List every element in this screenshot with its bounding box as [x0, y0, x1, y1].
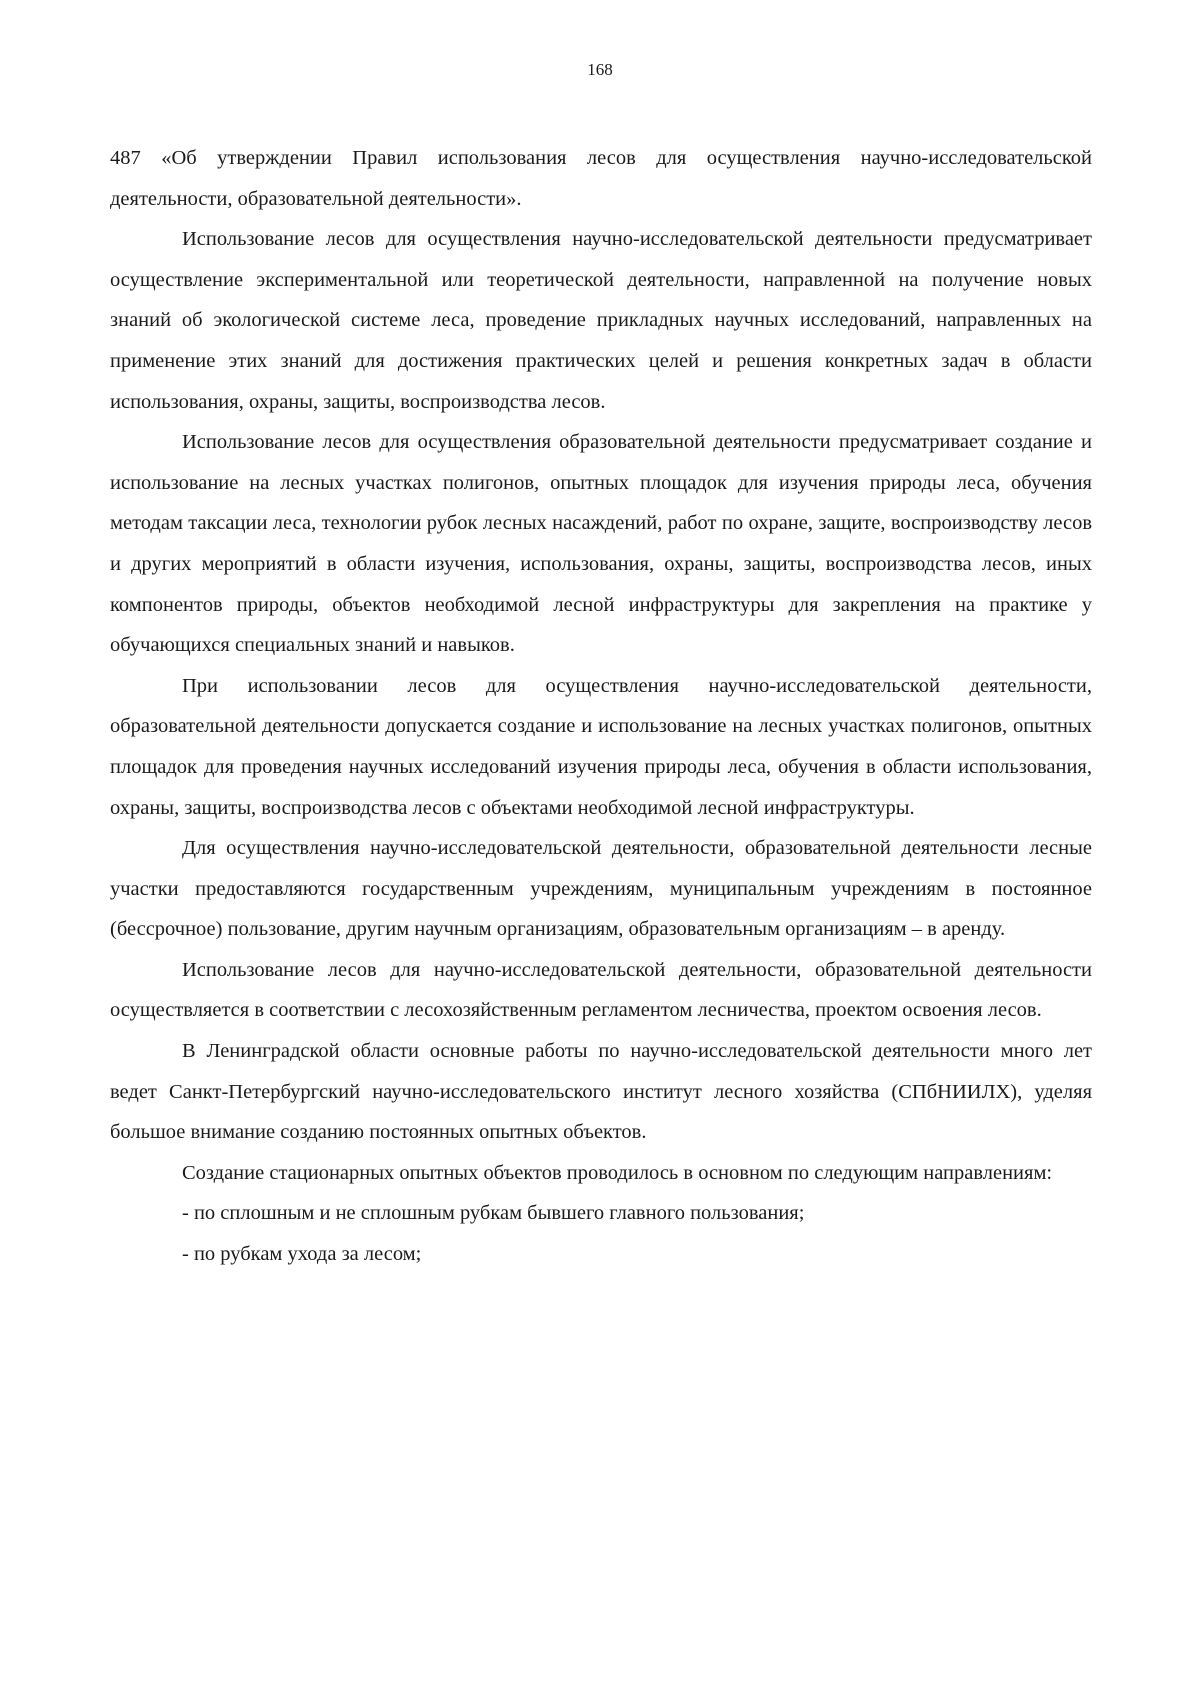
paragraph: 487 «Об утверждении Правил использования лесов для осуществления научно-исследовательской деятельности, образовательной деятельности». — [110, 147, 1092, 210]
list-item: - по рубкам ухода за лесом; — [182, 1243, 422, 1266]
paragraph: При использовании лесов для осуществления научно-исследовательской деятельности, образовательной деятельности допускается создание и использование на лесных участках полигонов, опытных площадок для проведения научных исследований изучения природы леса, обучения в области использования, охраны, защиты, воспроизводства лесов с объектами необходимой лесной инфраструктуры. — [110, 674, 1092, 819]
paragraph: В Ленинградской области основные работы по научно-исследовательской деятельности много лет ведет Санкт-Петербургский научно-исследовательского институт лесного хозяйства (СПбНИИЛХ), уделяя большое внимание созданию постоянных опытных объектов. — [110, 1040, 1092, 1144]
paragraph: Использование лесов для осуществления образовательной деятельности предусматривает создание и использование на лесных участках полигонов, опытных площадок для изучения природы леса, обучения методам таксации леса, технологии рубок лесных насаждений, работ по охране, защите, воспроизводству лесов и других мероприятий в области изучения, использования, охраны, защиты, воспроизводства лесов, иных компонентов природы, объектов необходимой лесной инфраструктуры для закрепления на практике у обучающихся специальных знаний и навыков. — [110, 431, 1092, 657]
paragraph: Для осуществления научно-исследовательской деятельности, образовательной деятельности лесные участки предоставляются государственным учреждениям, муниципальным учреждениям в постоянное (бессрочное) пользование, другим научным организациям, образовательным организациям – в аренду. — [110, 837, 1092, 941]
paragraph: Использование лесов для научно-исследовательской деятельности, образовательной деятельности осуществляется в соответствии с лесохозяйственным регламентом лесничества, проектом освоения лесов. — [110, 958, 1092, 1022]
page-number: 168 — [587, 60, 613, 79]
list-item: - по сплошным и не сплошным рубкам бывшего главного пользования; — [182, 1202, 805, 1225]
paragraph: Использование лесов для осуществления научно-исследовательской деятельности предусматривает осуществление экспериментальной или теоретической деятельности, направленной на получение новых знаний об экологической системе леса, проведение прикладных научных исследований, направленных на применение этих знаний для достижения практических целей и решения конкретных задач в области использования, охраны, защиты, воспроизводства лесов. — [110, 228, 1092, 413]
paragraph: Создание стационарных опытных объектов проводилось в основном по следующим направлениям: — [182, 1161, 1053, 1184]
page-body — [110, 138, 1092, 1275]
